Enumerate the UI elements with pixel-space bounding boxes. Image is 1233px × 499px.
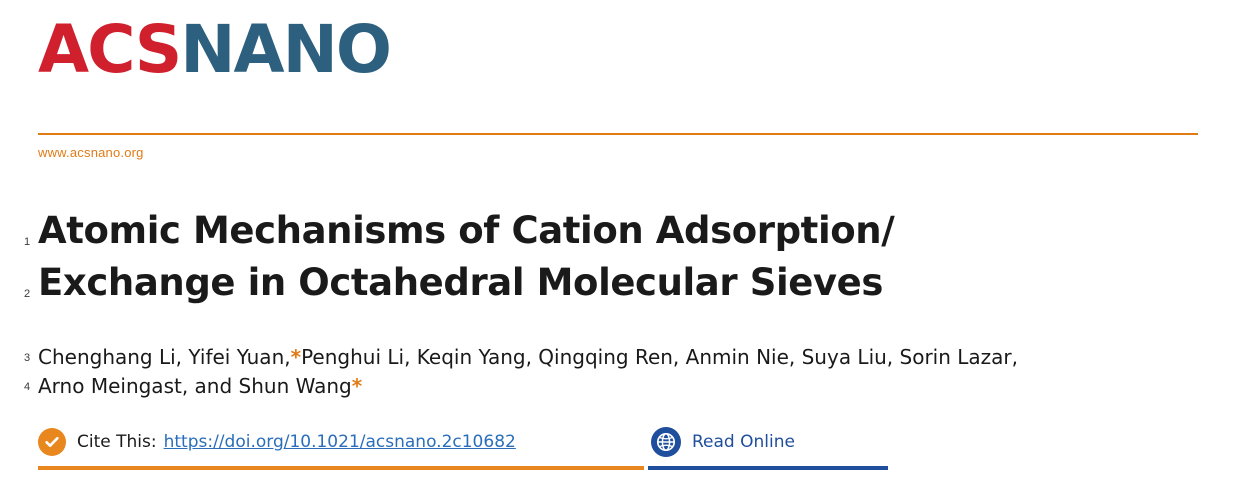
author-names: Arno Meingast, and Shun Wang xyxy=(38,374,352,398)
page-title-continued: Exchange in Octahedral Molecular Sieves xyxy=(38,261,883,304)
globe-icon xyxy=(651,427,681,457)
check-circle-icon xyxy=(38,428,66,456)
line-number: 4 xyxy=(24,381,31,393)
corresponding-author-marker: * xyxy=(290,345,302,369)
journal-url[interactable]: www.acsnano.org xyxy=(38,145,144,160)
title-line xyxy=(24,205,1204,253)
journal-logo xyxy=(38,12,390,88)
line-number: 1 xyxy=(24,236,31,248)
journal-logo-acs: ACS xyxy=(38,11,181,88)
doi-link[interactable]: https://doi.org/10.1021/acsnano.2c10682 xyxy=(163,432,516,452)
cite-this-group xyxy=(38,420,516,464)
author-line xyxy=(24,343,1214,369)
author-names-tail: Penghui Li, Keqin Yang, Qingqing Ren, Anmin Nie, Suya Liu, Sorin Lazar, xyxy=(301,345,1018,369)
page-title: Atomic Mechanisms of Cation Adsorption/ xyxy=(38,209,895,252)
article-title xyxy=(24,205,1204,309)
read-underline-blue xyxy=(648,466,888,470)
journal-logo-nano: NANO xyxy=(180,11,390,88)
read-online-group[interactable] xyxy=(651,420,795,464)
title-line xyxy=(24,257,1204,305)
line-number: 2 xyxy=(24,288,31,300)
journal-masthead xyxy=(38,12,390,94)
corresponding-author-marker: * xyxy=(351,374,363,398)
cite-this-label: Cite This: xyxy=(77,432,157,452)
read-online-label[interactable]: Read Online xyxy=(692,432,795,452)
author-names: Chenghang Li, Yifei Yuan, xyxy=(38,345,291,369)
line-number: 3 xyxy=(24,352,31,364)
author-list xyxy=(24,343,1214,401)
cite-underline-orange xyxy=(38,466,644,470)
author-line xyxy=(24,372,1214,398)
cite-read-bar xyxy=(38,420,1198,476)
masthead-divider xyxy=(38,133,1198,135)
